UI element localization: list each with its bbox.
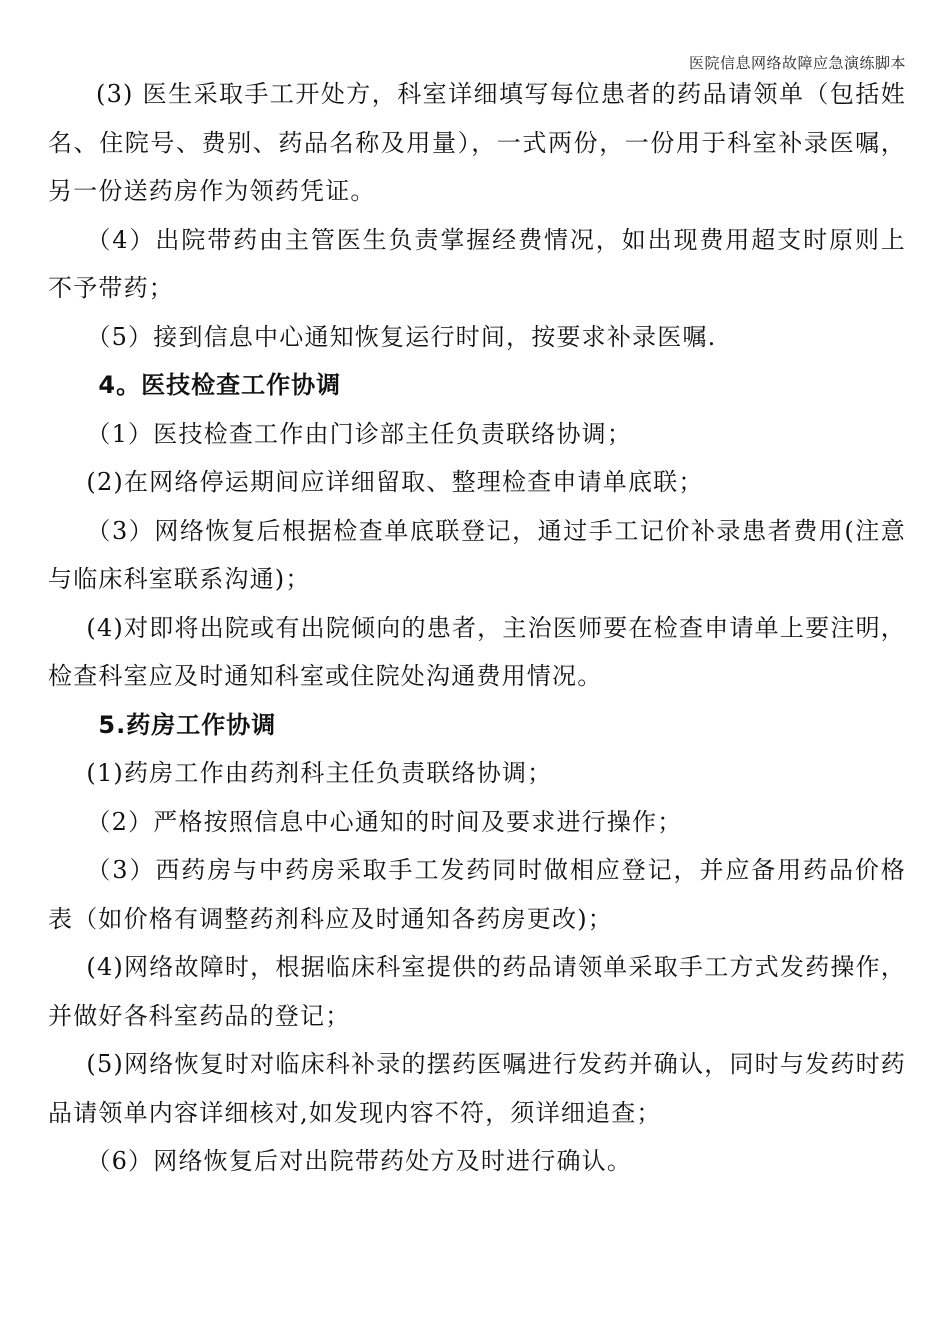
document-body bbox=[48, 70, 906, 1186]
paragraph-resume-notice: （5）接到信息中心通知恢复运行时间，按要求补录医嘱. bbox=[86, 322, 717, 351]
section-heading-pharmacy: 5.药房工作协调 bbox=[98, 710, 277, 739]
paragraph-pharmacy-coordinator: (1)药房工作由药剂科主任负责联络协调； bbox=[86, 759, 553, 787]
paragraph-manual-billing: （3）网络恢复后根据检查单底联登记，通过手工记价补录患者费用(注意与临床科室联系沟通)； bbox=[48, 516, 906, 593]
running-header: 医院信息网络故障应急演练脚本 bbox=[688, 54, 906, 72]
paragraph-tech-coordinator: （1）医技检查工作由门诊部主任负责联络协调； bbox=[86, 419, 633, 448]
paragraph-discharge-notes: (4)对即将出院或有出院倾向的患者，主治医师要在检查申请单上要注明，检查科室应及时通知科室或住院处沟通费用情况。 bbox=[48, 613, 906, 690]
paragraph-discharge-prescription: （6）网络恢复后对出院带药处方及时进行确认。 bbox=[86, 1147, 633, 1175]
section-heading-medical-tech: 4。医技检查工作协调 bbox=[98, 371, 342, 399]
paragraph-follow-notice: （2）严格按照信息中心通知的时间及要求进行操作； bbox=[86, 807, 683, 836]
paragraph-recovery-confirmation: (5)网络恢复时对临床科补录的摆药医嘱进行发药并确认，同时与发药时药品请领单内容详细核对,如发现内容不符，须详细追查； bbox=[48, 1050, 906, 1127]
paragraph-discharge-medication: （4）出院带药由主管医生负责掌握经费情况，如出现费用超支时原则上不予带药； bbox=[48, 225, 906, 302]
paragraph-fault-dispensing: (4)网络故障时，根据临床科室提供的药品请领单采取手工方式发药操作，并做好各科室药品的登记； bbox=[48, 953, 906, 1030]
paragraph-manual-dispensing: （3）西药房与中药房采取手工发药同时做相应登记，并应备用药品价格表（如价格有调整药剂科应及时通知各药房更改)； bbox=[48, 856, 906, 933]
paragraph-prescription-manual: (3) 医生采取手工开处方，科室详细填写每位患者的药品请领单（包括姓名、住院号、费别、药品名称及用量），一式两份，一份用于科室补录医嘱，另一份送药房作为领药凭证。 bbox=[48, 80, 906, 205]
paragraph-request-stubs: (2)在网络停运期间应详细留取、整理检查申请单底联； bbox=[86, 468, 704, 496]
